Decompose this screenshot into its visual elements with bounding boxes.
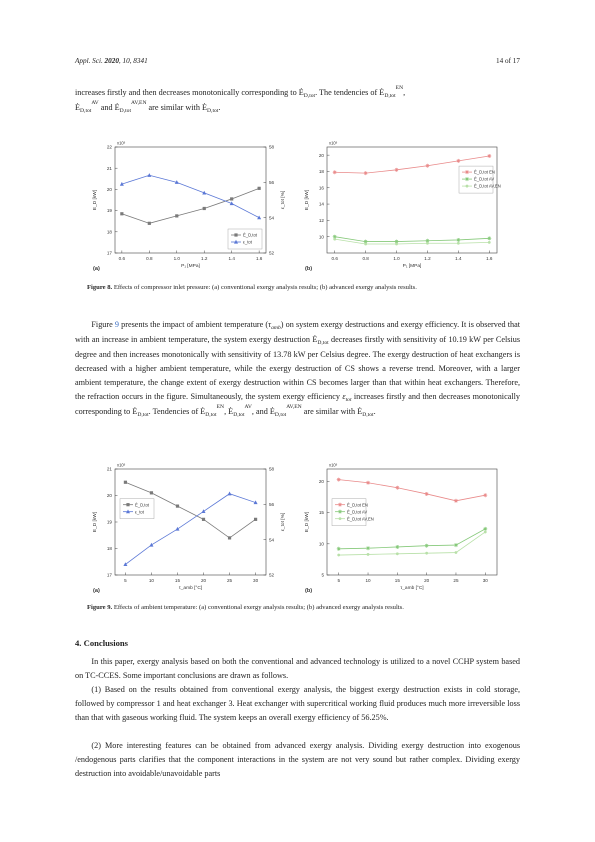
data-point <box>150 491 153 494</box>
legend-label: Ė_D,tot EN <box>474 169 495 175</box>
data-point <box>425 552 428 555</box>
data-point <box>364 243 367 246</box>
data-point <box>488 241 491 244</box>
data-point <box>148 222 151 225</box>
data-point <box>124 481 127 484</box>
y-tick-label: 10 <box>318 541 324 547</box>
y-axis-label: E_D [kW] <box>305 511 310 533</box>
data-point <box>258 187 261 190</box>
legend-marker <box>466 185 469 188</box>
figure-8b-chart <box>300 138 505 273</box>
x-axis-label: τ_amb [°C] <box>400 586 424 591</box>
x-tick-label: 1.6 <box>255 256 263 261</box>
y-axis-label: E_D [kW] <box>305 189 310 211</box>
x-tick-label: 30 <box>253 578 259 583</box>
x-tick-label: 1.4 <box>455 256 462 261</box>
legend-label: Ė_D,tot AV,EN <box>474 183 501 189</box>
legend-marker <box>465 170 469 174</box>
data-point <box>367 553 370 556</box>
x-tick-label: 25 <box>453 578 459 583</box>
x-tick-label: 20 <box>424 578 430 583</box>
y-tick-label: 21 <box>106 165 112 171</box>
y2-tick-label: 58 <box>269 466 275 472</box>
y2-tick-label: 52 <box>269 250 275 256</box>
data-point <box>456 159 460 163</box>
legend-marker <box>234 233 237 236</box>
intro-paragraph: increases firstly and then decreases monotonically corresponding to $Ė_{D,tot}$. The tendencies of $Ė_{D,tot}^{EN}$, $Ė_{D,tot}^{AV}$ and $Ė_{D,tot}^{AV,EN}$ are similar with $Ė_{D,tot}$. <box>75 85 406 114</box>
section-heading-conclusions: 4. Conclusions <box>75 638 129 648</box>
figure-9-caption: Figure 9. Effects of ambient temperature: (a) conventional exergy analysis results; (b) advanced exergy analysis results. <box>87 604 404 611</box>
x-tick-label: 15 <box>174 578 181 583</box>
data-point <box>366 481 370 485</box>
legend-label: Ė_D,tot AV <box>347 509 368 515</box>
panel-label: (a) <box>93 266 100 272</box>
legend-label: Ė_D,tot <box>135 502 149 508</box>
y-axis-label: E_D [kW] <box>93 511 98 533</box>
y-tick-label: 17 <box>106 250 112 256</box>
y-axis-multiplier: x10³ <box>329 462 338 468</box>
data-point <box>228 536 231 539</box>
x-tick-label: 5 <box>124 578 127 583</box>
x-tick-label: 20 <box>200 578 207 583</box>
legend-label: ε_tot <box>243 239 252 245</box>
data-point <box>176 505 179 508</box>
y-tick-label: 15 <box>318 510 324 516</box>
y-tick-label: 20 <box>106 187 112 192</box>
panel-label: (b) <box>305 588 313 594</box>
data-point <box>120 212 123 215</box>
y-tick-label: 18 <box>106 229 112 235</box>
y-tick-label: 12 <box>318 217 324 223</box>
x-tick-label: 0.8 <box>146 256 153 261</box>
y-tick-label: 18 <box>318 169 324 175</box>
y-tick-label: 22 <box>106 144 112 150</box>
y-tick-label: 20 <box>318 152 324 158</box>
y-tick-label: 21 <box>106 466 112 472</box>
y-tick-label: 18 <box>106 546 112 552</box>
data-point <box>455 551 458 554</box>
data-point <box>333 238 336 241</box>
x-tick-label: 15 <box>394 578 400 583</box>
y-axis-multiplier: x10³ <box>117 462 126 468</box>
plot-frame <box>327 147 497 253</box>
conclusions-paragraph-2: (1) Based on the results obtained from conventional exergy analysis, the biggest exergy destruction exists in cold storage, followed by compressor 1 and heat exchanger 3. Heat exchanger with supercritical working fluid produces much more irreversible loss than that with gaseous working fluid. The system keeps an overall exergy efficiency of 56.25%. <box>75 685 521 722</box>
legend-marker <box>126 503 129 506</box>
legend-marker <box>338 503 342 507</box>
page-number: 14 of 17 <box>496 57 520 65</box>
x-tick-label: 1.0 <box>393 256 400 261</box>
panel-label: (a) <box>93 588 100 594</box>
y-tick-label: 20 <box>318 479 324 485</box>
legend-marker <box>339 517 342 520</box>
journal-citation: Appl. Sci. 2020, 10, 8341 <box>75 57 148 65</box>
y-tick-label: 19 <box>106 519 112 525</box>
legend-marker <box>465 177 469 181</box>
x-tick-label: 30 <box>482 578 488 583</box>
data-point <box>396 552 399 555</box>
y-tick-label: 20 <box>106 493 112 499</box>
data-point <box>203 207 206 210</box>
figure-9a-chart <box>88 460 288 595</box>
data-point <box>230 197 233 200</box>
y-axis-multiplier: x10³ <box>329 140 338 146</box>
x-tick-label: 5 <box>337 578 341 583</box>
figure-8a-chart <box>88 138 288 273</box>
y2-tick-label: 56 <box>269 179 275 185</box>
legend-label: ε_tot <box>135 509 144 515</box>
legend-label: Ė_D,tot <box>243 232 257 238</box>
y-axis-label: E_D [kW] <box>93 189 98 211</box>
x-tick-label: 0.6 <box>118 256 126 261</box>
y-axis-multiplier: x10³ <box>117 140 126 146</box>
panel-label: (b) <box>305 266 313 272</box>
x-tick-label: 0.6 <box>331 256 338 261</box>
x-tick-label: 1.2 <box>424 256 431 261</box>
x-tick-label: 10 <box>365 578 371 583</box>
legend-label: Ė_D,tot AV <box>474 176 495 182</box>
legend-label: Ė_D,tot EN <box>347 502 368 508</box>
data-point <box>426 242 429 245</box>
data-point <box>395 243 398 246</box>
data-point <box>337 554 340 557</box>
x-tick-label: 1.6 <box>486 256 493 261</box>
data-point <box>175 214 178 217</box>
y2-tick-label: 54 <box>269 537 275 543</box>
y-tick-label: 17 <box>106 572 112 578</box>
legend-label: Ė_D,tot AV,EN <box>347 516 374 522</box>
figure-8-caption: Figure 8. Effects of compressor inlet pressure: (a) conventional exergy analysis results; (b) advanced exergy analysis results. <box>87 284 417 291</box>
x-axis-label: P₁ [MPa] <box>402 264 422 269</box>
x-tick-label: 1.2 <box>201 256 208 261</box>
x-axis-label: τ_amb [°C] <box>178 586 203 591</box>
y2-tick-label: 58 <box>269 144 275 150</box>
conclusions-paragraph-1: In this paper, exergy analysis based on both the conventional and advanced technology is utilized to a novel CCHP system based on TC-CCES. Some important conclusions are drawn as follows. <box>75 657 520 680</box>
data-point <box>254 518 257 521</box>
conclusions-paragraph-3: (2) More interesting features can be obtained from advanced exergy analysis. Dividing exergy destruction into exogenous /endogenous parts clarifies that the component interactions in the system are not very sound but rather complex. Dividing exergy destruction into avoidable/unavoidable parts <box>75 741 521 778</box>
figure-9-discussion: Figure 9 presents the impact of ambient temperature $(\tau_{amb})$ on system exergy destructions and exergy efficiency. It is observed that with an increase in ambient temperature, the system exergy destruction $Ė_{D,tot}$ decreases firstly with sensitivity of 10.19 kW per Celsius degree and then increases monotonically with sensitivity of 13.78 kW per Celsius degree. The exergy destruction of heat exchangers is decreased with a higher ambient temperature, while the exergy destruction of CS shows a reverse trend. Moreover, with a larger ambient temperature, the change extent of exergy destruction within CS becomes larger than that within heat exchangers. Therefore, the refraction occurs in the figure. Simultaneously, the system exergy efficiency $\varepsilon_{tot}$ increases firstly and then decreases monotonically corresponding to $Ė_{D,tot}$. Tendencies of $Ė_{D,tot}^{EN}$, $Ė_{D,tot}^{AV}$, and $Ė_{D,tot}^{AV,EN}$ are similar with $Ė_{D,tot}$. <box>75 320 521 418</box>
y2-axis-label: ε_tot [%] <box>281 512 286 532</box>
data-point <box>202 518 205 521</box>
y2-axis-label: ε_tot [%] <box>281 190 286 210</box>
x-tick-label: 1.4 <box>228 256 235 261</box>
plot-frame <box>115 469 266 575</box>
y-tick-label: 16 <box>318 185 324 191</box>
x-tick-label: 25 <box>226 578 233 583</box>
figure-9b-chart <box>300 460 505 595</box>
figure-9-link[interactable]: 9 <box>114 320 120 329</box>
y2-tick-label: 54 <box>269 215 275 221</box>
data-point <box>425 492 429 496</box>
y-tick-label: 10 <box>318 234 324 240</box>
x-tick-label: 10 <box>148 578 155 583</box>
x-tick-label: 1.0 <box>173 256 180 261</box>
y2-tick-label: 56 <box>269 501 275 507</box>
data-point <box>457 242 460 245</box>
y-tick-label: 14 <box>318 201 324 207</box>
y2-tick-label: 52 <box>269 572 275 578</box>
x-axis-label: P₁ [MPa] <box>181 264 200 269</box>
x-tick-label: 0.8 <box>362 256 369 261</box>
y-tick-label: 5 <box>321 572 324 578</box>
data-point <box>484 531 487 534</box>
y-tick-label: 19 <box>106 208 112 214</box>
